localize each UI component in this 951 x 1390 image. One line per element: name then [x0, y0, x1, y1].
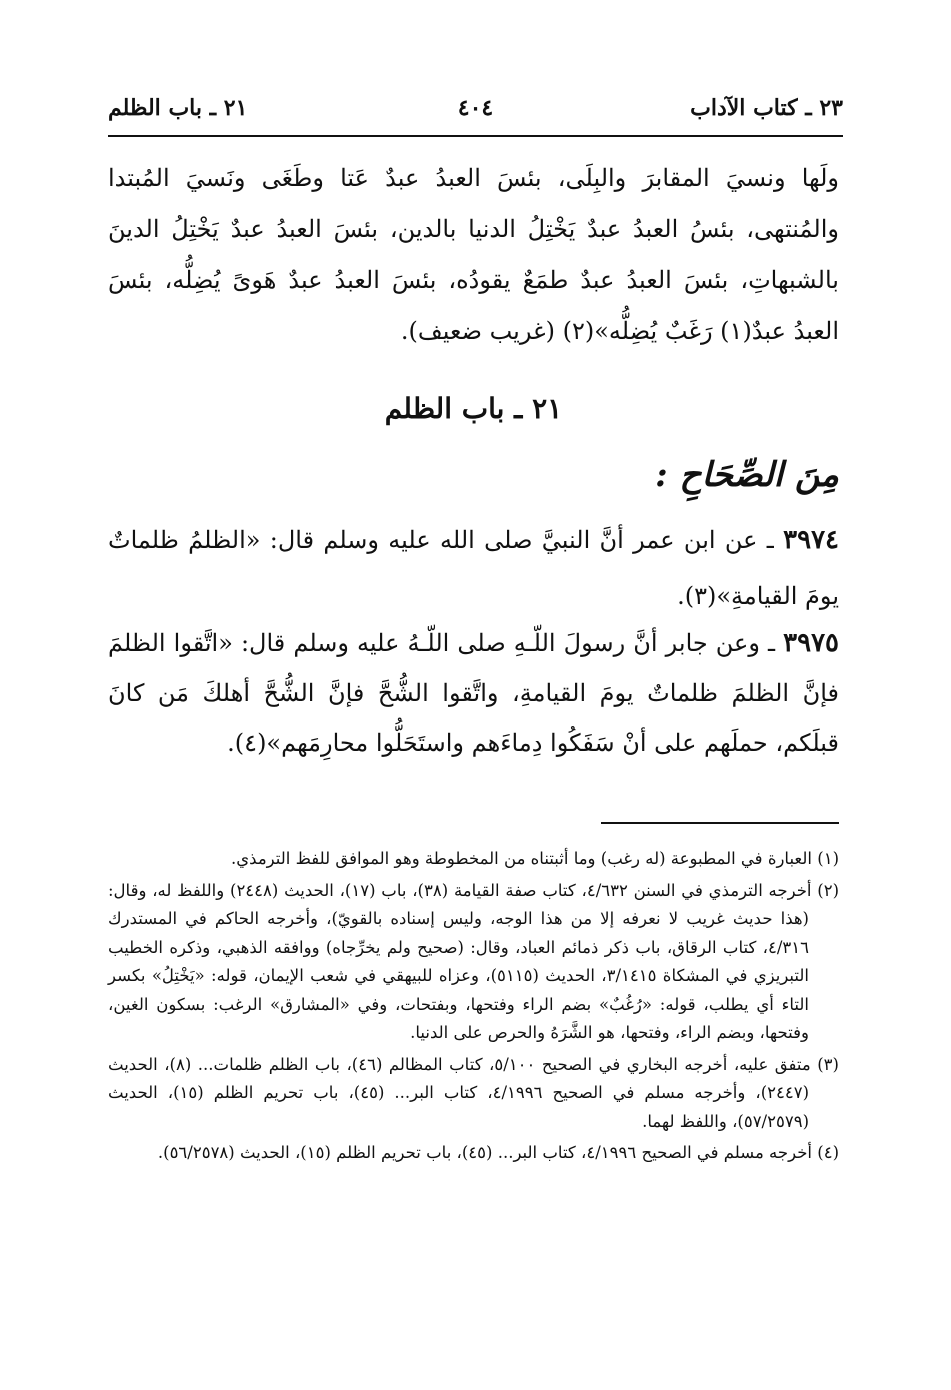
- hadith-text: ـ عن ابن عمر أنَّ النبيَّ صلى الله عليه وسلم قال: «الظلمُ ظلماتٌ يومَ القيامةِ»(٣).: [108, 526, 839, 610]
- footnote-4: (٤) أخرجه مسلم في الصحيح ٤/١٩٩٦، كتاب البر... (٤٥)، باب تحريم الظلم (١٥)، الحديث (٥٦/٢٥٧٨).: [157, 1143, 839, 1162]
- hadith-number: ٣٩٧٤: [783, 525, 839, 555]
- chapter-title: ٢١ ـ باب الظلم: [384, 392, 563, 425]
- book-title: ٢٣ ـ كتاب الآداب: [690, 95, 843, 121]
- footnote-2: (٢) أخرجه الترمذي في السنن ٤/٦٣٢، كتاب صفة القيامة (٣٨)، باب (١٧)، الحديث (٢٤٤٨) واللفظ له، وقال: (هذا حديث غريب لا نعرفه إلا من هذا الوجه، وليس إسناده بالقويّ)، وأخرجه الحاكم في المستدرك ٤/٣١٦، كتاب الرقاق، باب ذكر ذمائم العباد، وقال: (صحيح ولم يخرِّجاه) ووافقه الذهبي، وذكره الخطيب التبريزي في المشكاة ٣/١٤١٥، الحديث (٥١١٥)، وعزاه للبيهقي في شعب الإيمان، قوله: «يَخْتِلُ» بكسر التاء أي يطلب، قوله: «رُغُبٌ» بضم الراء وفتحها، وبفتحات، وفي «المشارق» الرغب: بسكون الغين، وفتحها، وبضم الراء، وفتحها، هو الشَّرَهُ والحرص على الدنيا.: [108, 880, 839, 1042]
- running-header: [108, 95, 843, 137]
- chapter-header: ٢١ ـ باب الظلم: [108, 95, 248, 121]
- footnote-3: (٣) متفق عليه، أخرجه البخاري في الصحيح ٥/١٠٠، كتاب المظالم (٤٦)، باب الظلم ظلمات... (٨)، الحديث (٢٤٤٧)، وأخرجه مسلم في الصحيح ٤/١٩٩٦، كتاب البر... (٤٥)، باب تحريم الظلم (١٥)، الحديث (٥٧/٢٥٧٩)، واللفظ لهما.: [108, 1054, 839, 1131]
- footnote-1: (١) العبارة في المطبوعة (له رغب) وما أثبتناه من المخطوطة وهو الموافق للفظ الترمذي.: [231, 849, 839, 868]
- continuation-paragraph: ولَها ونسيَ المقابرَ والبِلَى، بئسَ العبدُ عبدٌ عَتا وطَغَى ونَسيَ المُبتدا والمُنتهى، بئسُ العبدُ عبدٌ يَخْتِلُ الدنيا بالدين، بئسَ العبدُ عبدٌ يَخْتِلُ الدينَ بالشبهاتِ، بئسَ العبدُ عبدٌ طمَعٌ يقودُه، بئسَ العبدُ عبدٌ هَوىً يُضِلُّه، بئسَ العبدُ عبدٌ(١) رَغَبٌ يُضِلُّه»(٢) (غريب ضعيف).: [108, 164, 839, 345]
- hadith-3974: [108, 512, 839, 624]
- hadith-number: ٣٩٧٥: [783, 628, 839, 658]
- hadith-text: ـ وعن جابر أنَّ رسولَ اللّـهِ صلى اللّـهُ عليه وسلم قال: «اتَّقوا الظلمَ فإنَّ الظلمَ ظلماتٌ يومَ القيامةِ، واتَّقوا الشُّحَّ فإنَّ الشُّحَّ أهلكَ مَن كانَ قبلَكم، حملَهم على أنْ سَفَكُوا دِماءَهم واستَحَلُّوا محارِمَهم»(٤).: [108, 629, 839, 757]
- section-label: مِنَ الصِّحَاحِ :: [655, 455, 839, 495]
- footnote-divider: [601, 822, 839, 824]
- hadith-3975: [108, 618, 839, 768]
- page-number: ٤٠٤: [457, 95, 494, 121]
- footnotes: [108, 845, 839, 1171]
